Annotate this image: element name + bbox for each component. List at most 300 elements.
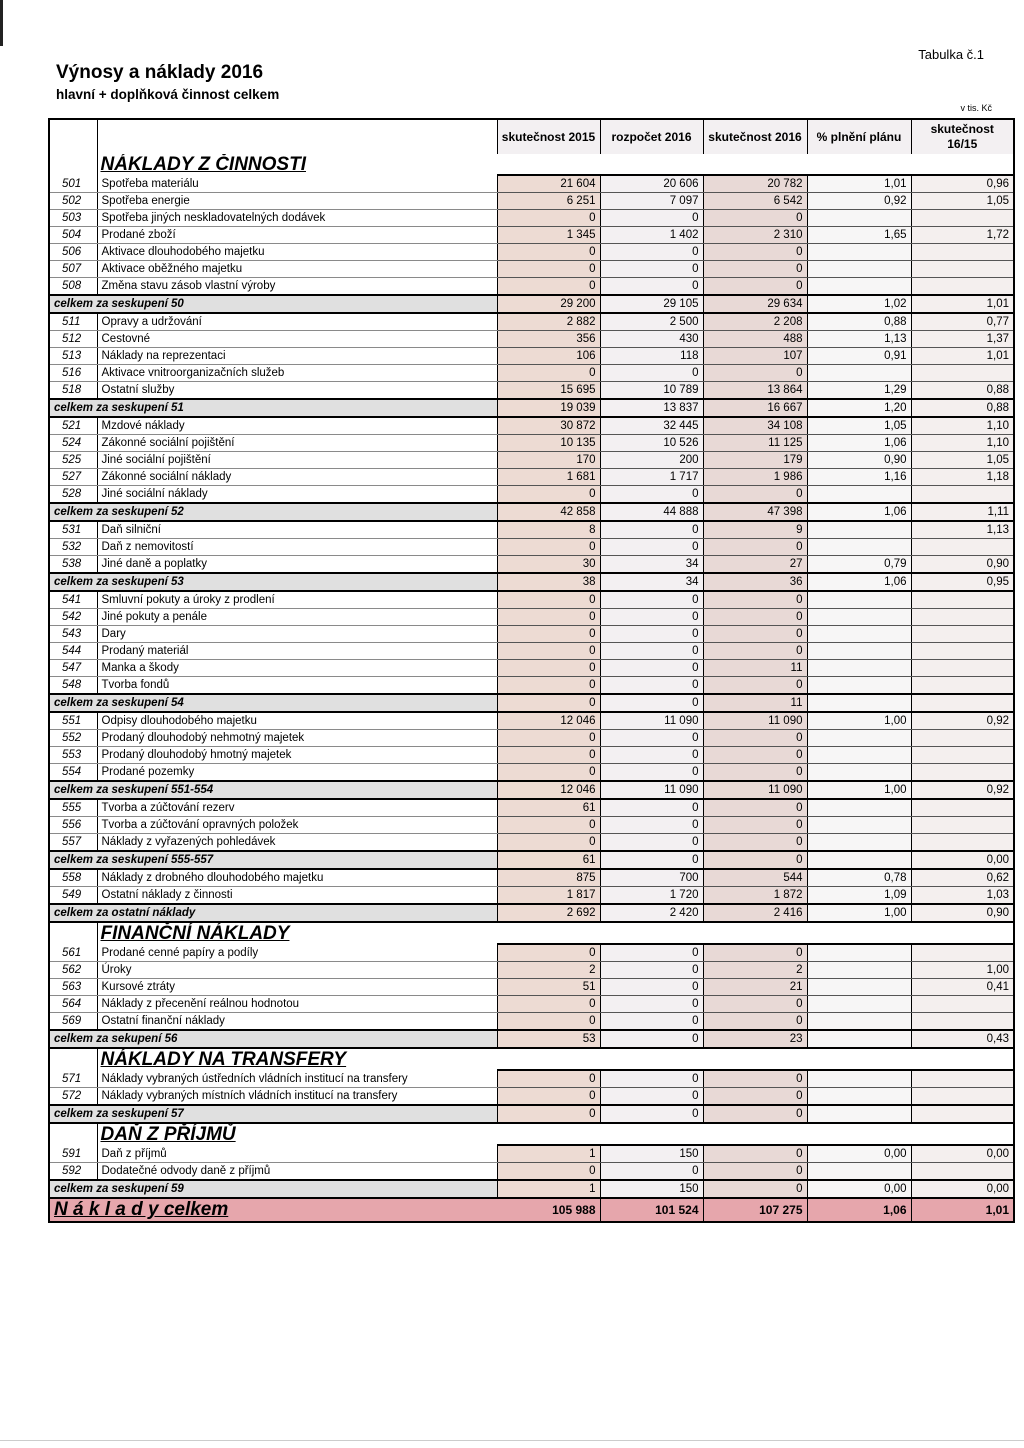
value-cell	[807, 609, 911, 626]
value-cell: 356	[497, 331, 600, 348]
value-cell: 0	[600, 244, 703, 261]
value-cell	[807, 799, 911, 817]
value-cell: 2 692	[497, 904, 600, 922]
value-cell: 0	[703, 764, 807, 782]
table-row	[49, 677, 1014, 695]
value-cell: 0	[703, 210, 807, 227]
value-cell: 1,20	[807, 399, 911, 417]
value-cell	[911, 817, 1014, 834]
value-cell: 30 872	[497, 417, 600, 435]
value-cell: 0	[600, 817, 703, 834]
value-cell: 2 208	[703, 313, 807, 331]
value-cell	[807, 730, 911, 747]
value-cell: 0,90	[911, 904, 1014, 922]
section-fill-cell	[911, 1123, 1014, 1145]
section-title: FINANČNÍ NÁKLADY	[100, 923, 290, 944]
account-name: Prodané zboží	[97, 227, 497, 244]
value-cell: 1,06	[807, 435, 911, 452]
value-cell: 0	[497, 486, 600, 504]
value-cell: 1,06	[807, 573, 911, 591]
account-name: Prodaný materiál	[97, 643, 497, 660]
value-cell: 0	[703, 944, 807, 962]
value-cell	[807, 521, 911, 539]
value-cell: 0,88	[807, 313, 911, 331]
value-cell: 0	[703, 996, 807, 1013]
value-cell	[911, 764, 1014, 782]
value-cell: 0	[600, 486, 703, 504]
account-name: Ostatní služby	[97, 382, 497, 400]
table-row	[49, 539, 1014, 556]
value-cell	[807, 244, 911, 261]
table-row	[49, 747, 1014, 764]
account-code: 508	[49, 278, 97, 296]
account-code: 558	[49, 869, 97, 887]
value-cell: 0	[600, 609, 703, 626]
account-name: Daň z příjmů	[97, 1145, 497, 1163]
value-cell	[911, 730, 1014, 747]
value-cell: 0	[497, 261, 600, 278]
table-row	[49, 887, 1014, 905]
account-name: Spotřeba energie	[97, 193, 497, 210]
value-cell: 0	[600, 539, 703, 556]
value-cell	[807, 1105, 911, 1123]
section-fill-cell	[497, 1048, 600, 1070]
account-code: 527	[49, 469, 97, 486]
value-cell: 0	[497, 539, 600, 556]
value-cell: 11 125	[703, 435, 807, 452]
subtotal-label: celkem za ostatní náklady	[49, 904, 497, 922]
subtotal-label: celkem za seskupení 52	[49, 503, 497, 521]
value-cell: 0	[600, 1013, 703, 1031]
subtotal-label: celkem za seskupení 59	[49, 1180, 497, 1198]
value-cell: 13 864	[703, 382, 807, 400]
value-cell	[911, 626, 1014, 643]
table-row	[49, 944, 1014, 962]
value-cell: 0	[497, 365, 600, 382]
value-cell: 118	[600, 348, 703, 365]
table-row	[49, 834, 1014, 852]
value-cell	[911, 996, 1014, 1013]
value-cell: 11	[703, 660, 807, 677]
value-cell	[807, 834, 911, 852]
value-cell: 1	[497, 1145, 600, 1163]
table-row	[49, 764, 1014, 782]
account-name: Mzdové náklady	[97, 417, 497, 435]
table-row	[49, 962, 1014, 979]
value-cell: 10 789	[600, 382, 703, 400]
value-cell	[807, 539, 911, 556]
account-name: Prodaný dlouhodobý nehmotný majetek	[97, 730, 497, 747]
value-cell: 0	[600, 764, 703, 782]
value-cell: 0	[600, 591, 703, 609]
account-code: 552	[49, 730, 97, 747]
value-cell: 0	[703, 817, 807, 834]
value-cell: 150	[600, 1145, 703, 1163]
value-cell	[807, 1013, 911, 1031]
value-cell: 1 872	[703, 887, 807, 905]
account-code: 547	[49, 660, 97, 677]
account-code: 571	[49, 1070, 97, 1088]
table-row	[49, 643, 1014, 660]
account-name: Jiné pokuty a penále	[97, 609, 497, 626]
value-cell: 170	[497, 452, 600, 469]
account-name: Úroky	[97, 962, 497, 979]
value-cell: 0,00	[911, 851, 1014, 869]
table-row	[49, 591, 1014, 609]
value-cell: 0	[600, 747, 703, 764]
subtotal-row	[49, 573, 1014, 591]
account-code: 501	[49, 175, 97, 193]
value-cell	[807, 677, 911, 695]
value-cell: 0	[497, 609, 600, 626]
account-code: 531	[49, 521, 97, 539]
account-code: 538	[49, 556, 97, 574]
value-cell: 0	[703, 278, 807, 296]
value-cell	[911, 694, 1014, 712]
subtotal-label: celkem za seskupení 51	[49, 399, 497, 417]
value-cell: 0	[703, 1145, 807, 1163]
value-cell	[807, 643, 911, 660]
value-cell: 0	[703, 1013, 807, 1031]
value-cell: 1,11	[911, 503, 1014, 521]
value-cell	[911, 1013, 1014, 1031]
value-cell: 0	[600, 1163, 703, 1181]
value-cell: 1 681	[497, 469, 600, 486]
value-cell: 0,90	[911, 556, 1014, 574]
account-code: 542	[49, 609, 97, 626]
value-cell: 0	[497, 278, 600, 296]
value-cell: 0	[497, 626, 600, 643]
value-cell	[807, 660, 911, 677]
grand-total-value: 1,01	[911, 1198, 1014, 1222]
value-cell: 1,29	[807, 382, 911, 400]
value-cell: 11 090	[600, 712, 703, 730]
value-cell	[807, 979, 911, 996]
section-fill-cell	[703, 922, 807, 944]
value-cell: 0	[703, 1180, 807, 1198]
value-cell: 0	[703, 643, 807, 660]
table-row	[49, 817, 1014, 834]
value-cell: 23	[703, 1030, 807, 1048]
value-cell: 0	[600, 1088, 703, 1106]
account-code: 543	[49, 626, 97, 643]
value-cell: 21 604	[497, 175, 600, 193]
account-code: 563	[49, 979, 97, 996]
value-cell: 0	[703, 730, 807, 747]
value-cell: 0	[600, 996, 703, 1013]
value-cell: 0,88	[911, 382, 1014, 400]
value-cell: 1,10	[911, 435, 1014, 452]
account-name: Spotřeba jiných neskladovatelných dodávek	[97, 210, 497, 227]
value-cell: 34	[600, 573, 703, 591]
value-cell	[807, 764, 911, 782]
account-code: 554	[49, 764, 97, 782]
value-cell: 34	[600, 556, 703, 574]
value-cell	[807, 1088, 911, 1106]
value-cell: 1 402	[600, 227, 703, 244]
table-row	[49, 1088, 1014, 1106]
value-cell: 0	[703, 851, 807, 869]
table-row	[49, 193, 1014, 210]
account-name: Daň silniční	[97, 521, 497, 539]
grand-total-value: 1,06	[807, 1198, 911, 1222]
value-cell: 0,43	[911, 1030, 1014, 1048]
account-name: Tvorba a zúčtování opravných položek	[97, 817, 497, 834]
subtotal-label: celkem za sekupení 56	[49, 1030, 497, 1048]
value-cell: 1,06	[807, 503, 911, 521]
section-code-blank	[49, 154, 97, 175]
table-row	[49, 348, 1014, 365]
value-cell: 430	[600, 331, 703, 348]
account-name: Jiné sociální pojištění	[97, 452, 497, 469]
document-subtitle: hlavní + doplňková činnost celkem	[56, 87, 280, 102]
grand-total-value: 101 524	[600, 1198, 703, 1222]
value-cell: 2 420	[600, 904, 703, 922]
value-cell: 1,01	[807, 175, 911, 193]
table-row	[49, 660, 1014, 677]
section-fill-cell	[911, 922, 1014, 944]
value-cell: 0	[600, 962, 703, 979]
account-name: Prodané cenné papíry a podíly	[97, 944, 497, 962]
subtotal-label: celkem za seskupení 50	[49, 295, 497, 313]
value-cell: 44 888	[600, 503, 703, 521]
section-fill-cell	[497, 1123, 600, 1145]
value-cell: 0	[600, 210, 703, 227]
value-cell: 0	[600, 730, 703, 747]
section-fill-cell	[600, 154, 703, 175]
section-fill-cell	[807, 1123, 911, 1145]
value-cell: 0	[497, 1163, 600, 1181]
value-cell: 0,96	[911, 175, 1014, 193]
value-cell	[807, 261, 911, 278]
value-cell: 0	[497, 817, 600, 834]
value-cell: 29 200	[497, 295, 600, 313]
value-cell: 0	[497, 660, 600, 677]
value-cell	[911, 1163, 1014, 1181]
value-cell	[807, 626, 911, 643]
value-cell: 0	[600, 1105, 703, 1123]
account-name: Náklady z vyřazených pohledávek	[97, 834, 497, 852]
value-cell: 179	[703, 452, 807, 469]
account-name: Aktivace dlouhodobého majetku	[97, 244, 497, 261]
value-cell: 0	[497, 1013, 600, 1031]
col-header-actual-2016: skutečnost 2016	[703, 119, 807, 154]
value-cell: 488	[703, 331, 807, 348]
value-cell: 0	[600, 799, 703, 817]
scan-edge-mark	[0, 0, 3, 46]
value-cell: 13 837	[600, 399, 703, 417]
value-cell: 0	[497, 747, 600, 764]
value-cell: 61	[497, 851, 600, 869]
value-cell: 0,91	[807, 348, 911, 365]
subtotal-label: celkem za seskupení 54	[49, 694, 497, 712]
value-cell: 0	[600, 261, 703, 278]
value-cell: 0	[600, 521, 703, 539]
value-cell: 0	[600, 660, 703, 677]
value-cell: 0	[703, 834, 807, 852]
value-cell	[911, 834, 1014, 852]
value-cell: 0	[600, 694, 703, 712]
section-fill-cell	[703, 154, 807, 175]
account-code: 503	[49, 210, 97, 227]
value-cell: 0,88	[911, 399, 1014, 417]
value-cell: 51	[497, 979, 600, 996]
col-header-actual-2015: skutečnost 2015	[497, 119, 600, 154]
value-cell: 0	[600, 677, 703, 695]
section-title: DAŇ Z PŘÍJMŮ	[100, 1124, 236, 1145]
table-row	[49, 979, 1014, 996]
account-code: 516	[49, 365, 97, 382]
table-row	[49, 244, 1014, 261]
value-cell: 53	[497, 1030, 600, 1048]
value-cell: 0	[703, 747, 807, 764]
subtotal-row	[49, 1105, 1014, 1123]
account-code: 504	[49, 227, 97, 244]
table-row	[49, 175, 1014, 193]
value-cell: 0,90	[807, 452, 911, 469]
value-cell: 0	[703, 677, 807, 695]
value-cell	[911, 677, 1014, 695]
section-fill-cell	[497, 922, 600, 944]
value-cell	[911, 539, 1014, 556]
section-heading-row	[49, 154, 1014, 175]
value-cell: 2 500	[600, 313, 703, 331]
account-name: Cestovné	[97, 331, 497, 348]
subtotal-label: celkem za seskupení 555-557	[49, 851, 497, 869]
account-name: Dodatečné odvody daně z příjmů	[97, 1163, 497, 1181]
section-fill-cell	[807, 154, 911, 175]
section-fill-cell	[497, 154, 600, 175]
subtotal-label: celkem za seskupení 53	[49, 573, 497, 591]
value-cell: 1,01	[911, 295, 1014, 313]
value-cell	[911, 244, 1014, 261]
account-name: Ostatní náklady z činnosti	[97, 887, 497, 905]
value-cell: 29 634	[703, 295, 807, 313]
grand-total-value: 105 988	[497, 1198, 600, 1222]
account-name: Prodané pozemky	[97, 764, 497, 782]
value-cell: 0,00	[807, 1145, 911, 1163]
table-row	[49, 331, 1014, 348]
account-code: 591	[49, 1145, 97, 1163]
value-cell: 1,00	[807, 712, 911, 730]
section-heading-row	[49, 922, 1014, 944]
value-cell: 20 606	[600, 175, 703, 193]
section-code-blank	[49, 1123, 97, 1145]
value-cell: 12 046	[497, 712, 600, 730]
value-cell: 0	[600, 365, 703, 382]
value-cell: 1,09	[807, 887, 911, 905]
account-name: Odpisy dlouhodobého majetku	[97, 712, 497, 730]
section-code-blank	[49, 922, 97, 944]
value-cell: 0	[497, 996, 600, 1013]
value-cell: 1,13	[807, 331, 911, 348]
account-name: Náklady z přecenění reálnou hodnotou	[97, 996, 497, 1013]
value-cell: 38	[497, 573, 600, 591]
value-cell: 200	[600, 452, 703, 469]
account-name: Náklady na reprezentaci	[97, 348, 497, 365]
value-cell: 21	[703, 979, 807, 996]
col-header-budget-2016: rozpočet 2016	[600, 119, 703, 154]
table-row	[49, 869, 1014, 887]
account-name: Jiné sociální náklady	[97, 486, 497, 504]
value-cell	[911, 486, 1014, 504]
value-cell: 0,00	[807, 1180, 911, 1198]
value-cell: 0	[703, 486, 807, 504]
value-cell: 0	[600, 979, 703, 996]
value-cell: 0,78	[807, 869, 911, 887]
section-title: NÁKLADY NA TRANSFERY	[100, 1049, 347, 1070]
value-cell: 0	[600, 1070, 703, 1088]
value-cell: 61	[497, 799, 600, 817]
account-code: 572	[49, 1088, 97, 1106]
value-cell: 0	[497, 694, 600, 712]
value-cell: 29 105	[600, 295, 703, 313]
value-cell	[911, 944, 1014, 962]
subtotal-row	[49, 904, 1014, 922]
value-cell: 0,92	[911, 781, 1014, 799]
value-cell	[911, 261, 1014, 278]
subtotal-row	[49, 399, 1014, 417]
table-row	[49, 1145, 1014, 1163]
table-row	[49, 609, 1014, 626]
value-cell: 1,05	[807, 417, 911, 435]
col-header-plan-fulfilment: % plnění plánu	[807, 119, 911, 154]
value-cell	[911, 1105, 1014, 1123]
value-cell: 34 108	[703, 417, 807, 435]
account-code: 544	[49, 643, 97, 660]
table-row	[49, 469, 1014, 486]
value-cell: 0	[703, 799, 807, 817]
value-cell: 15 695	[497, 382, 600, 400]
value-cell	[911, 643, 1014, 660]
account-code: 506	[49, 244, 97, 261]
value-cell	[911, 278, 1014, 296]
value-cell: 11	[703, 694, 807, 712]
value-cell	[807, 694, 911, 712]
account-code: 525	[49, 452, 97, 469]
cost-table	[48, 118, 1015, 1223]
account-code: 507	[49, 261, 97, 278]
value-cell: 0,95	[911, 573, 1014, 591]
value-cell: 1 720	[600, 887, 703, 905]
value-cell	[807, 210, 911, 227]
value-cell: 36	[703, 573, 807, 591]
value-cell	[807, 944, 911, 962]
value-cell	[807, 962, 911, 979]
value-cell: 150	[600, 1180, 703, 1198]
table-row	[49, 210, 1014, 227]
value-cell	[807, 817, 911, 834]
value-cell: 11 090	[703, 781, 807, 799]
account-code: 512	[49, 331, 97, 348]
section-fill-cell	[911, 1048, 1014, 1070]
value-cell: 10 135	[497, 435, 600, 452]
account-name: Změna stavu zásob vlastní výroby	[97, 278, 497, 296]
value-cell: 19 039	[497, 399, 600, 417]
value-cell: 0,00	[911, 1180, 1014, 1198]
table-row	[49, 435, 1014, 452]
account-name: Prodaný dlouhodobý hmotný majetek	[97, 747, 497, 764]
value-cell: 47 398	[703, 503, 807, 521]
account-code: 553	[49, 747, 97, 764]
value-cell	[911, 365, 1014, 382]
table-row	[49, 313, 1014, 331]
value-cell: 1,00	[911, 962, 1014, 979]
account-code: 562	[49, 962, 97, 979]
value-cell: 27	[703, 556, 807, 574]
value-cell	[807, 851, 911, 869]
table-row	[49, 730, 1014, 747]
